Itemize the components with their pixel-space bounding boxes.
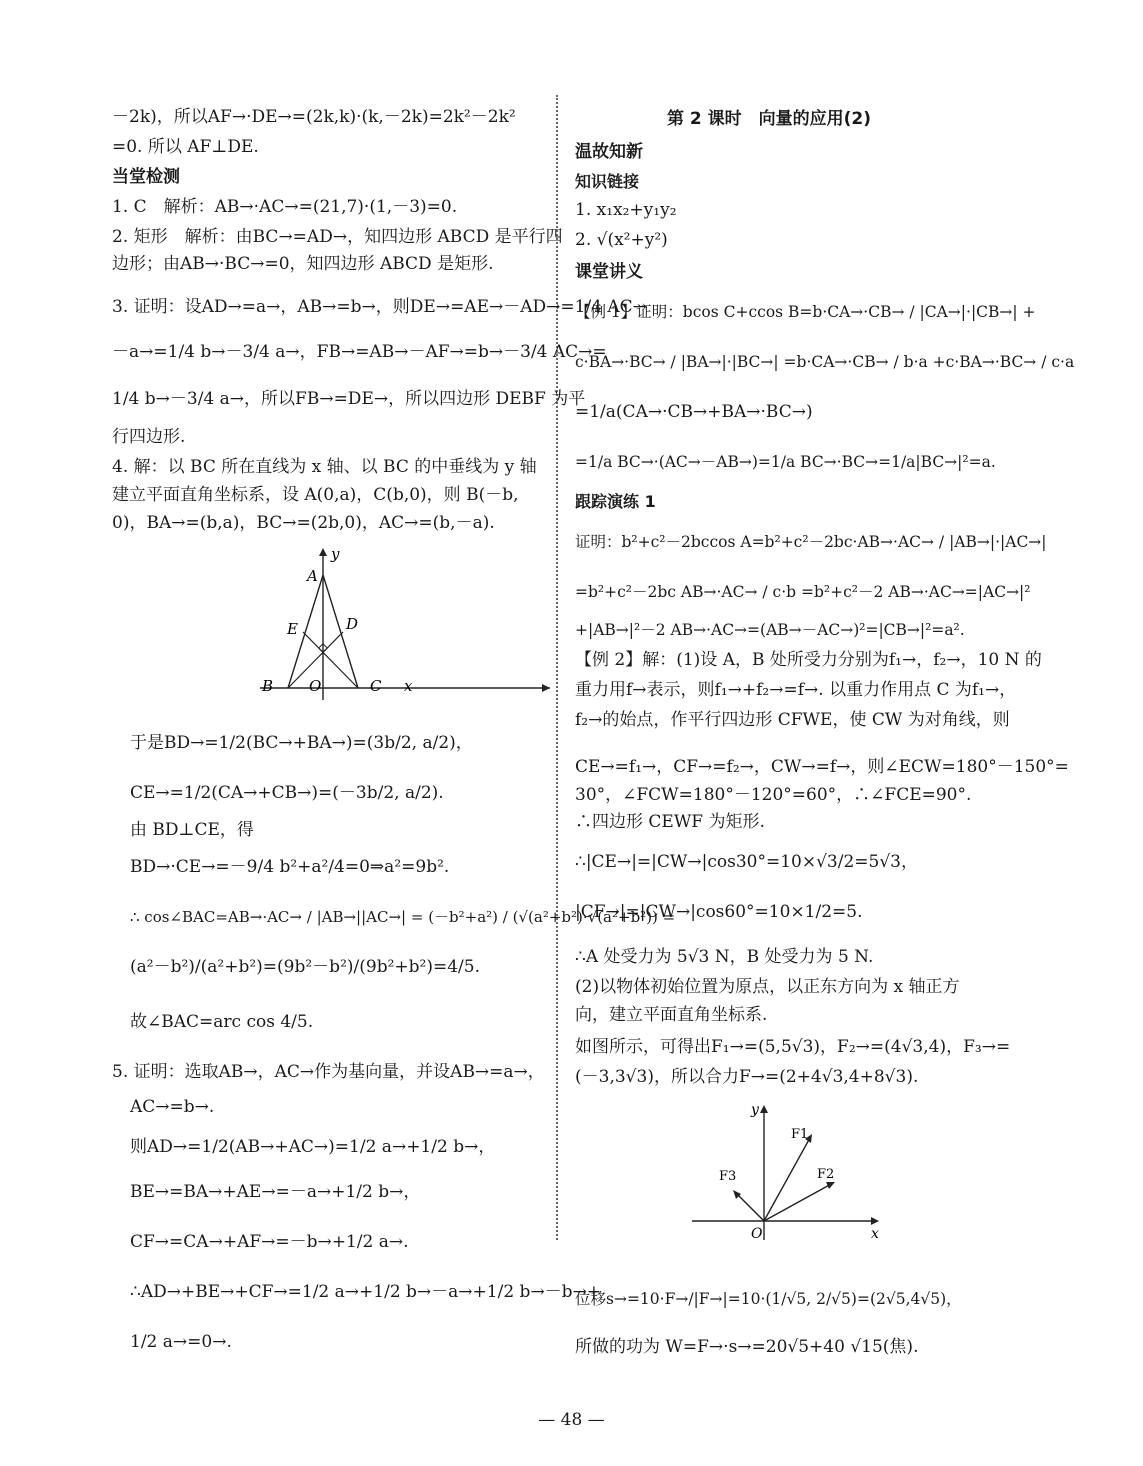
text-line: 1. x₁x₂+y₁y₂ [575, 200, 677, 220]
text-line: 建立平面直角坐标系，设 A(0,a)，C(b,0)，则 B(－b, [112, 485, 519, 505]
text-line: 则AD→=1/2(AB→+AC→)=1/2 a→+1/2 b→， [130, 1137, 496, 1157]
text-line: AC→=b→. [130, 1097, 215, 1117]
text-line: BD→·CE→=－9/4 b²+a²/4=0⇒a²=9b². [130, 857, 450, 877]
section-heading: 课堂讲义 [575, 262, 643, 282]
text-line: 【例 1】证明：bcos C+ccos B=b·CA→·CB→ / |CA→|·|CB→| + [575, 303, 1036, 321]
text-line: =0. 所以 AF⊥DE. [112, 137, 259, 157]
text-line: 【例 2】解：(1)设 A，B 处所受力分别为f₁→，f₂→，10 N 的 [575, 650, 1042, 670]
text-line: (a²－b²)/(a²+b²)=(9b²－b²)/(9b²+b²)=4/5. [130, 957, 480, 977]
text-line: 位移s→=10·F→/|F→|=10·(1/√5, 2/√5)=(2√5,4√5)， [575, 1290, 962, 1308]
text-line: |CF→|=|CW→|cos60°=10×1/2=5. [575, 902, 863, 922]
text-line: (－3,3√3)，所以合力F→=(2+4√3,4+8√3). [575, 1067, 919, 1087]
text-line: －2k)，所以AF→·DE→=(2k,k)·(k,－2k)=2k²－2k² [112, 107, 516, 127]
text-line: 3. 证明：设AD→=a→，AB→=b→，则DE→=AE→－AD→=1/4 AC→ [112, 297, 647, 317]
text-line: 2. 矩形 解析：由BC→=AD→，知四边形 ABCD 是平行四 [112, 227, 563, 247]
text-line: 1/2 a→=0→. [130, 1332, 232, 1352]
label-o: O [309, 677, 322, 695]
label-b: B [262, 677, 274, 695]
text-line: ∴A 处受力为 5√3 N，B 处受力为 5 N. [575, 947, 874, 967]
label-x: x [871, 1226, 879, 1242]
text-line: 0)，BA→=(b,a)，BC→=(2b,0)，AC→=(b,－a). [112, 513, 495, 533]
label-o: O [751, 1226, 763, 1242]
text-line: =b²+c²－2bc AB→·AC→ / c·b =b²+c²－2 AB→·AC→=|AC→|² [575, 583, 1031, 601]
text-line: +|AB→|²－2 AB→·AC→=(AB→－AC→)²=|CB→|²=a². [575, 621, 965, 639]
text-line: =1/a BC→·(AC→－AB→)=1/a BC→·BC→=1/a|BC→|²=a. [575, 453, 996, 471]
triangle-figure [250, 545, 570, 705]
label-d: D [346, 615, 359, 633]
label-e: E [287, 620, 298, 638]
label-f1: F1 [791, 1127, 809, 1142]
section-heading: 当堂检测 [112, 167, 180, 187]
text-line: ∴四边形 CEWF 为矩形. [575, 812, 765, 832]
text-line: －a→=1/4 b→－3/4 a→，FB→=AB→－AF→=b→－3/4 AC→= [112, 342, 607, 362]
label-a: A [307, 567, 318, 585]
label-c: C [370, 677, 382, 695]
text-line: CE→=f₁→，CF→=f₂→，CW→=f→，则∠ECW=180°－150°= [575, 757, 1069, 777]
text-line: 1/4 b→－3/4 a→，所以FB→=DE→，所以四边形 DEBF 为平 [112, 389, 586, 409]
text-line: 向，建立平面直角坐标系. [575, 1005, 768, 1025]
text-line: 30°，∠FCW=180°－120°=60°，∴∠FCE=90°. [575, 785, 972, 805]
text-line: 边形；由AB→·BC→=0，知四边形 ABCD 是矩形. [112, 254, 494, 274]
subsection-heading: 知识链接 [575, 172, 640, 191]
text-line: 5. 证明：选取AB→，AC→作为基向量，并设AB→=a→， [112, 1062, 545, 1082]
label-x: x [404, 677, 413, 695]
text-line: 故∠BAC=arc cos 4/5. [130, 1012, 314, 1032]
force-diagram [687, 1100, 887, 1250]
text-line: 由 BD⊥CE，得 [130, 820, 254, 840]
text-line: 行四边形. [112, 427, 186, 447]
text-line: ∴|CE→|=|CW→|cos30°=10×√3/2=5√3， [575, 852, 918, 872]
label-y: y [751, 1102, 759, 1118]
text-line: 如图所示，可得出F₁→=(5,5√3)，F₂→=(4√3,4)，F₃→= [575, 1037, 1011, 1057]
page-number: — 48 — [538, 1410, 605, 1430]
text-line: BE→=BA→+AE→=－a→+1/2 b→， [130, 1182, 421, 1202]
label-y: y [331, 545, 340, 563]
section-heading: 温故知新 [575, 142, 643, 162]
text-line: =1/a(CA→·CB→+BA→·BC→) [575, 402, 813, 422]
text-line: (2)以物体初始位置为原点，以正东方向为 x 轴正方 [575, 977, 960, 997]
text-line: 重力用f→表示，则f₁→+f₂→=f→. 以重力作用点 C 为f₁→， [575, 680, 1017, 700]
text-line: c·BA→·BC→ / |BA→|·|BC→| =b·CA→·CB→ / b·a +c·BA→·BC→ / c·a [575, 353, 1075, 371]
lesson-title: 第 2 课时 向量的应用(2) [667, 109, 872, 129]
label-f2: F2 [817, 1167, 835, 1182]
text-line: CE→=1/2(CA→+CB→)=(－3b/2, a/2). [130, 783, 444, 803]
subsection-heading: 跟踪演练 1 [575, 492, 656, 511]
text-line: 4. 解：以 BC 所在直线为 x 轴、以 BC 的中垂线为 y 轴 [112, 457, 537, 477]
text-line: CF→=CA→+AF→=－b→+1/2 a→. [130, 1232, 409, 1252]
text-line: 1. C 解析：AB→·AC→=(21,7)·(1,－3)=0. [112, 197, 458, 217]
text-line: 证明：b²+c²－2bccos A=b²+c²－2bc·AB→·AC→ / |AB→|·|AC→| [575, 533, 1047, 551]
text-line: 于是BD→=1/2(BC→+BA→)=(3b/2, a/2)， [130, 733, 473, 753]
text-line: ∴AD→+BE→+CF→=1/2 a→+1/2 b→－a→+1/2 b→－b→+ [130, 1282, 602, 1302]
text-line: 2. √(x²+y²) [575, 230, 668, 250]
text-line: f₂→的始点，作平行四边形 CFWE，使 CW 为对角线，则 [575, 710, 1010, 730]
text-line: ∴ cos∠BAC=AB→·AC→ / |AB→||AC→| = (－b²+a²) / (√(a²+b²)·√(a²+b²)) = [130, 908, 676, 926]
text-line: 所做的功为 W=F→·s→=20√5+40 √15(焦). [575, 1337, 919, 1357]
label-f3: F3 [719, 1169, 737, 1184]
